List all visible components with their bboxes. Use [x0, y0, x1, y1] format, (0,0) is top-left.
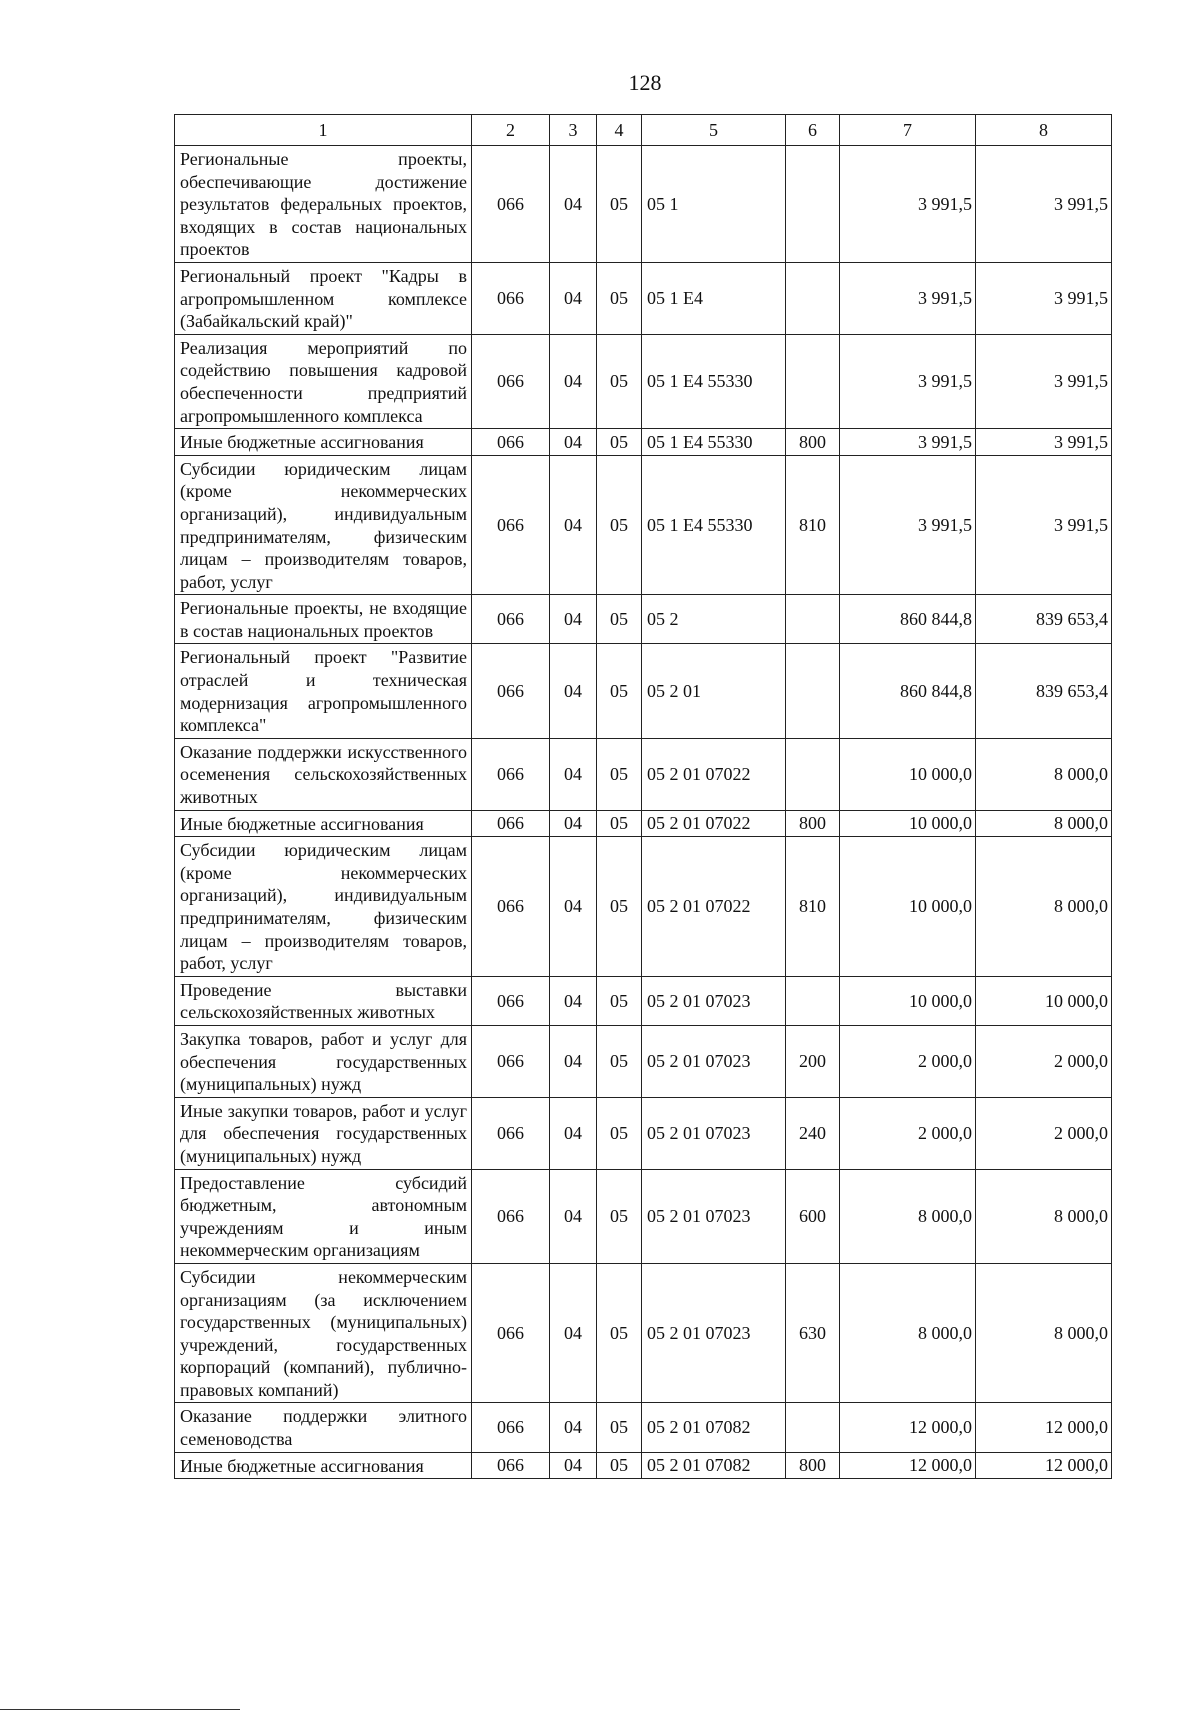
cell-ministry-code: 066 — [472, 455, 550, 595]
cell-ministry-code: 066 — [472, 738, 550, 810]
budget-table-body — [175, 115, 1112, 1479]
cell-ministry-code: 066 — [472, 1097, 550, 1169]
cell-target-article: 05 1 — [642, 146, 786, 263]
cell-amount-8: 8 000,0 — [976, 810, 1112, 837]
cell-amount-8: 8 000,0 — [976, 1169, 1112, 1263]
cell-amount-7: 10 000,0 — [840, 738, 976, 810]
cell-name: Иные бюджетные ассигнования — [175, 429, 472, 456]
cell-name: Проведение выставки сельскохозяйственных животных — [175, 976, 472, 1025]
cell-amount-7: 3 991,5 — [840, 429, 976, 456]
table-row — [175, 1097, 1112, 1169]
cell-name: Предоставление субсидий бюджетным, автономным учреждениям и иным некоммерческим организациям — [175, 1169, 472, 1263]
cell-section: 04 — [550, 455, 597, 595]
table-row — [175, 810, 1112, 837]
cell-target-article: 05 2 01 07082 — [642, 1403, 786, 1452]
cell-ministry-code: 066 — [472, 429, 550, 456]
cell-amount-8: 2 000,0 — [976, 1097, 1112, 1169]
cell-target-article: 05 1 E4 — [642, 262, 786, 334]
cell-subsection: 05 — [597, 1452, 642, 1479]
cell-name: Субсидии юридическим лицам (кроме некоммерческих организаций), индивидуальным предпринимателям, физическим лицам – производителям товаров, работ, услуг — [175, 837, 472, 977]
cell-target-article: 05 2 01 07022 — [642, 738, 786, 810]
cell-expense-type: 200 — [786, 1025, 840, 1097]
cell-subsection: 05 — [597, 429, 642, 456]
cell-amount-8: 8 000,0 — [976, 738, 1112, 810]
cell-expense-type — [786, 644, 840, 738]
cell-section: 04 — [550, 429, 597, 456]
table-row — [175, 976, 1112, 1025]
cell-ministry-code: 066 — [472, 146, 550, 263]
cell-section: 04 — [550, 1403, 597, 1452]
cell-name: Иные закупки товаров, работ и услуг для обеспечения государственных (муниципальных) нужд — [175, 1097, 472, 1169]
cell-name: Закупка товаров, работ и услуг для обеспечения государственных (муниципальных) нужд — [175, 1025, 472, 1097]
table-row — [175, 455, 1112, 595]
cell-amount-8: 3 991,5 — [976, 455, 1112, 595]
cell-expense-type — [786, 262, 840, 334]
cell-amount-7: 2 000,0 — [840, 1097, 976, 1169]
cell-name: Региональный проект "Развитие отраслей и техническая модернизация агропромышленного комплекса" — [175, 644, 472, 738]
cell-amount-7: 12 000,0 — [840, 1452, 976, 1479]
cell-ministry-code: 066 — [472, 595, 550, 644]
cell-section: 04 — [550, 810, 597, 837]
cell-expense-type — [786, 976, 840, 1025]
cell-section: 04 — [550, 1263, 597, 1403]
cell-target-article: 05 1 E4 55330 — [642, 429, 786, 456]
cell-section: 04 — [550, 334, 597, 428]
cell-ministry-code: 066 — [472, 837, 550, 977]
cell-name: Региональные проекты, обеспечивающие достижение результатов федеральных проектов, входящих в состав национальных проектов — [175, 146, 472, 263]
cell-section: 04 — [550, 1169, 597, 1263]
footer-divider — [0, 1709, 240, 1710]
header-row — [175, 115, 1112, 146]
cell-ministry-code: 066 — [472, 976, 550, 1025]
cell-name: Иные бюджетные ассигнования — [175, 810, 472, 837]
cell-expense-type — [786, 146, 840, 263]
cell-amount-7: 860 844,8 — [840, 595, 976, 644]
cell-amount-7: 8 000,0 — [840, 1263, 976, 1403]
cell-amount-8: 8 000,0 — [976, 1263, 1112, 1403]
cell-section: 04 — [550, 644, 597, 738]
cell-target-article: 05 2 01 07022 — [642, 837, 786, 977]
cell-target-article: 05 2 01 07023 — [642, 976, 786, 1025]
cell-subsection: 05 — [597, 976, 642, 1025]
cell-amount-8: 10 000,0 — [976, 976, 1112, 1025]
cell-expense-type: 810 — [786, 455, 840, 595]
cell-amount-7: 3 991,5 — [840, 262, 976, 334]
cell-subsection: 05 — [597, 146, 642, 263]
cell-subsection: 05 — [597, 1097, 642, 1169]
cell-name: Реализация мероприятий по содействию повышения кадровой обеспеченности предприятий агропромышленного комплекса — [175, 334, 472, 428]
cell-expense-type: 800 — [786, 1452, 840, 1479]
cell-expense-type: 800 — [786, 810, 840, 837]
header-cell: 4 — [597, 115, 642, 146]
header-cell: 1 — [175, 115, 472, 146]
cell-subsection: 05 — [597, 595, 642, 644]
cell-target-article: 05 2 01 07023 — [642, 1263, 786, 1403]
cell-ministry-code: 066 — [472, 1452, 550, 1479]
cell-expense-type: 240 — [786, 1097, 840, 1169]
cell-target-article: 05 2 01 — [642, 644, 786, 738]
cell-target-article: 05 2 01 07023 — [642, 1097, 786, 1169]
cell-target-article: 05 2 01 07023 — [642, 1025, 786, 1097]
header-cell: 5 — [642, 115, 786, 146]
cell-expense-type — [786, 595, 840, 644]
cell-expense-type: 600 — [786, 1169, 840, 1263]
table-row — [175, 1025, 1112, 1097]
cell-amount-7: 10 000,0 — [840, 837, 976, 977]
cell-target-article: 05 2 — [642, 595, 786, 644]
budget-table — [174, 114, 1112, 1479]
header-cell: 6 — [786, 115, 840, 146]
cell-expense-type: 800 — [786, 429, 840, 456]
cell-expense-type — [786, 334, 840, 428]
cell-expense-type: 810 — [786, 837, 840, 977]
cell-target-article: 05 2 01 07022 — [642, 810, 786, 837]
cell-ministry-code: 066 — [472, 644, 550, 738]
cell-target-article: 05 2 01 07082 — [642, 1452, 786, 1479]
cell-amount-8: 12 000,0 — [976, 1403, 1112, 1452]
cell-amount-8: 839 653,4 — [976, 644, 1112, 738]
cell-amount-8: 3 991,5 — [976, 429, 1112, 456]
table-row — [175, 429, 1112, 456]
table-row — [175, 644, 1112, 738]
cell-expense-type — [786, 738, 840, 810]
cell-section: 04 — [550, 1025, 597, 1097]
header-cell: 2 — [472, 115, 550, 146]
cell-amount-8: 8 000,0 — [976, 837, 1112, 977]
cell-amount-8: 12 000,0 — [976, 1452, 1112, 1479]
table-row — [175, 738, 1112, 810]
cell-ministry-code: 066 — [472, 1403, 550, 1452]
cell-amount-8: 3 991,5 — [976, 146, 1112, 263]
cell-subsection: 05 — [597, 1403, 642, 1452]
cell-ministry-code: 066 — [472, 810, 550, 837]
cell-ministry-code: 066 — [472, 262, 550, 334]
cell-amount-8: 839 653,4 — [976, 595, 1112, 644]
cell-section: 04 — [550, 1452, 597, 1479]
cell-section: 04 — [550, 738, 597, 810]
table-row — [175, 1263, 1112, 1403]
cell-subsection: 05 — [597, 262, 642, 334]
cell-amount-7: 2 000,0 — [840, 1025, 976, 1097]
cell-target-article: 05 2 01 07023 — [642, 1169, 786, 1263]
table-row — [175, 1403, 1112, 1452]
cell-subsection: 05 — [597, 837, 642, 977]
cell-subsection: 05 — [597, 644, 642, 738]
header-cell: 3 — [550, 115, 597, 146]
cell-subsection: 05 — [597, 810, 642, 837]
cell-name: Региональный проект "Кадры в агропромышленном комплексе (Забайкальский край)" — [175, 262, 472, 334]
cell-amount-8: 2 000,0 — [976, 1025, 1112, 1097]
table-row — [175, 262, 1112, 334]
cell-subsection: 05 — [597, 738, 642, 810]
cell-name: Региональные проекты, не входящие в состав национальных проектов — [175, 595, 472, 644]
cell-section: 04 — [550, 1097, 597, 1169]
cell-subsection: 05 — [597, 1169, 642, 1263]
cell-amount-7: 10 000,0 — [840, 976, 976, 1025]
page-number: 128 — [628, 70, 662, 95]
cell-expense-type: 630 — [786, 1263, 840, 1403]
cell-section: 04 — [550, 595, 597, 644]
cell-ministry-code: 066 — [472, 334, 550, 428]
table-row — [175, 595, 1112, 644]
table-row — [175, 334, 1112, 428]
cell-section: 04 — [550, 146, 597, 263]
cell-name: Оказание поддержки элитного семеноводства — [175, 1403, 472, 1452]
cell-amount-7: 12 000,0 — [840, 1403, 976, 1452]
cell-ministry-code: 066 — [472, 1263, 550, 1403]
table-row — [175, 1452, 1112, 1479]
cell-amount-7: 3 991,5 — [840, 455, 976, 595]
table-row — [175, 1169, 1112, 1263]
cell-name: Иные бюджетные ассигнования — [175, 1452, 472, 1479]
cell-subsection: 05 — [597, 1263, 642, 1403]
cell-name: Оказание поддержки искусственного осеменения сельскохозяйственных животных — [175, 738, 472, 810]
header-cell: 7 — [840, 115, 976, 146]
table-row — [175, 146, 1112, 263]
cell-amount-7: 10 000,0 — [840, 810, 976, 837]
cell-ministry-code: 066 — [472, 1169, 550, 1263]
cell-amount-8: 3 991,5 — [976, 334, 1112, 428]
cell-section: 04 — [550, 262, 597, 334]
cell-subsection: 05 — [597, 1025, 642, 1097]
cell-subsection: 05 — [597, 334, 642, 428]
cell-section: 04 — [550, 976, 597, 1025]
cell-amount-7: 3 991,5 — [840, 334, 976, 428]
cell-ministry-code: 066 — [472, 1025, 550, 1097]
cell-name: Субсидии юридическим лицам (кроме некоммерческих организаций), индивидуальным предпринимателям, физическим лицам – производителям товаров, работ, услуг — [175, 455, 472, 595]
header-cell: 8 — [976, 115, 1112, 146]
cell-amount-7: 3 991,5 — [840, 146, 976, 263]
cell-amount-7: 860 844,8 — [840, 644, 976, 738]
cell-subsection: 05 — [597, 455, 642, 595]
cell-name: Субсидии некоммерческим организациям (за исключением государственных (муниципальных) учреждений, государственных корпораций (компаний), публично-правовых компаний) — [175, 1263, 472, 1403]
cell-target-article: 05 1 E4 55330 — [642, 334, 786, 428]
cell-amount-7: 8 000,0 — [840, 1169, 976, 1263]
table-row — [175, 837, 1112, 977]
cell-amount-8: 3 991,5 — [976, 262, 1112, 334]
cell-section: 04 — [550, 837, 597, 977]
cell-target-article: 05 1 E4 55330 — [642, 455, 786, 595]
cell-expense-type — [786, 1403, 840, 1452]
